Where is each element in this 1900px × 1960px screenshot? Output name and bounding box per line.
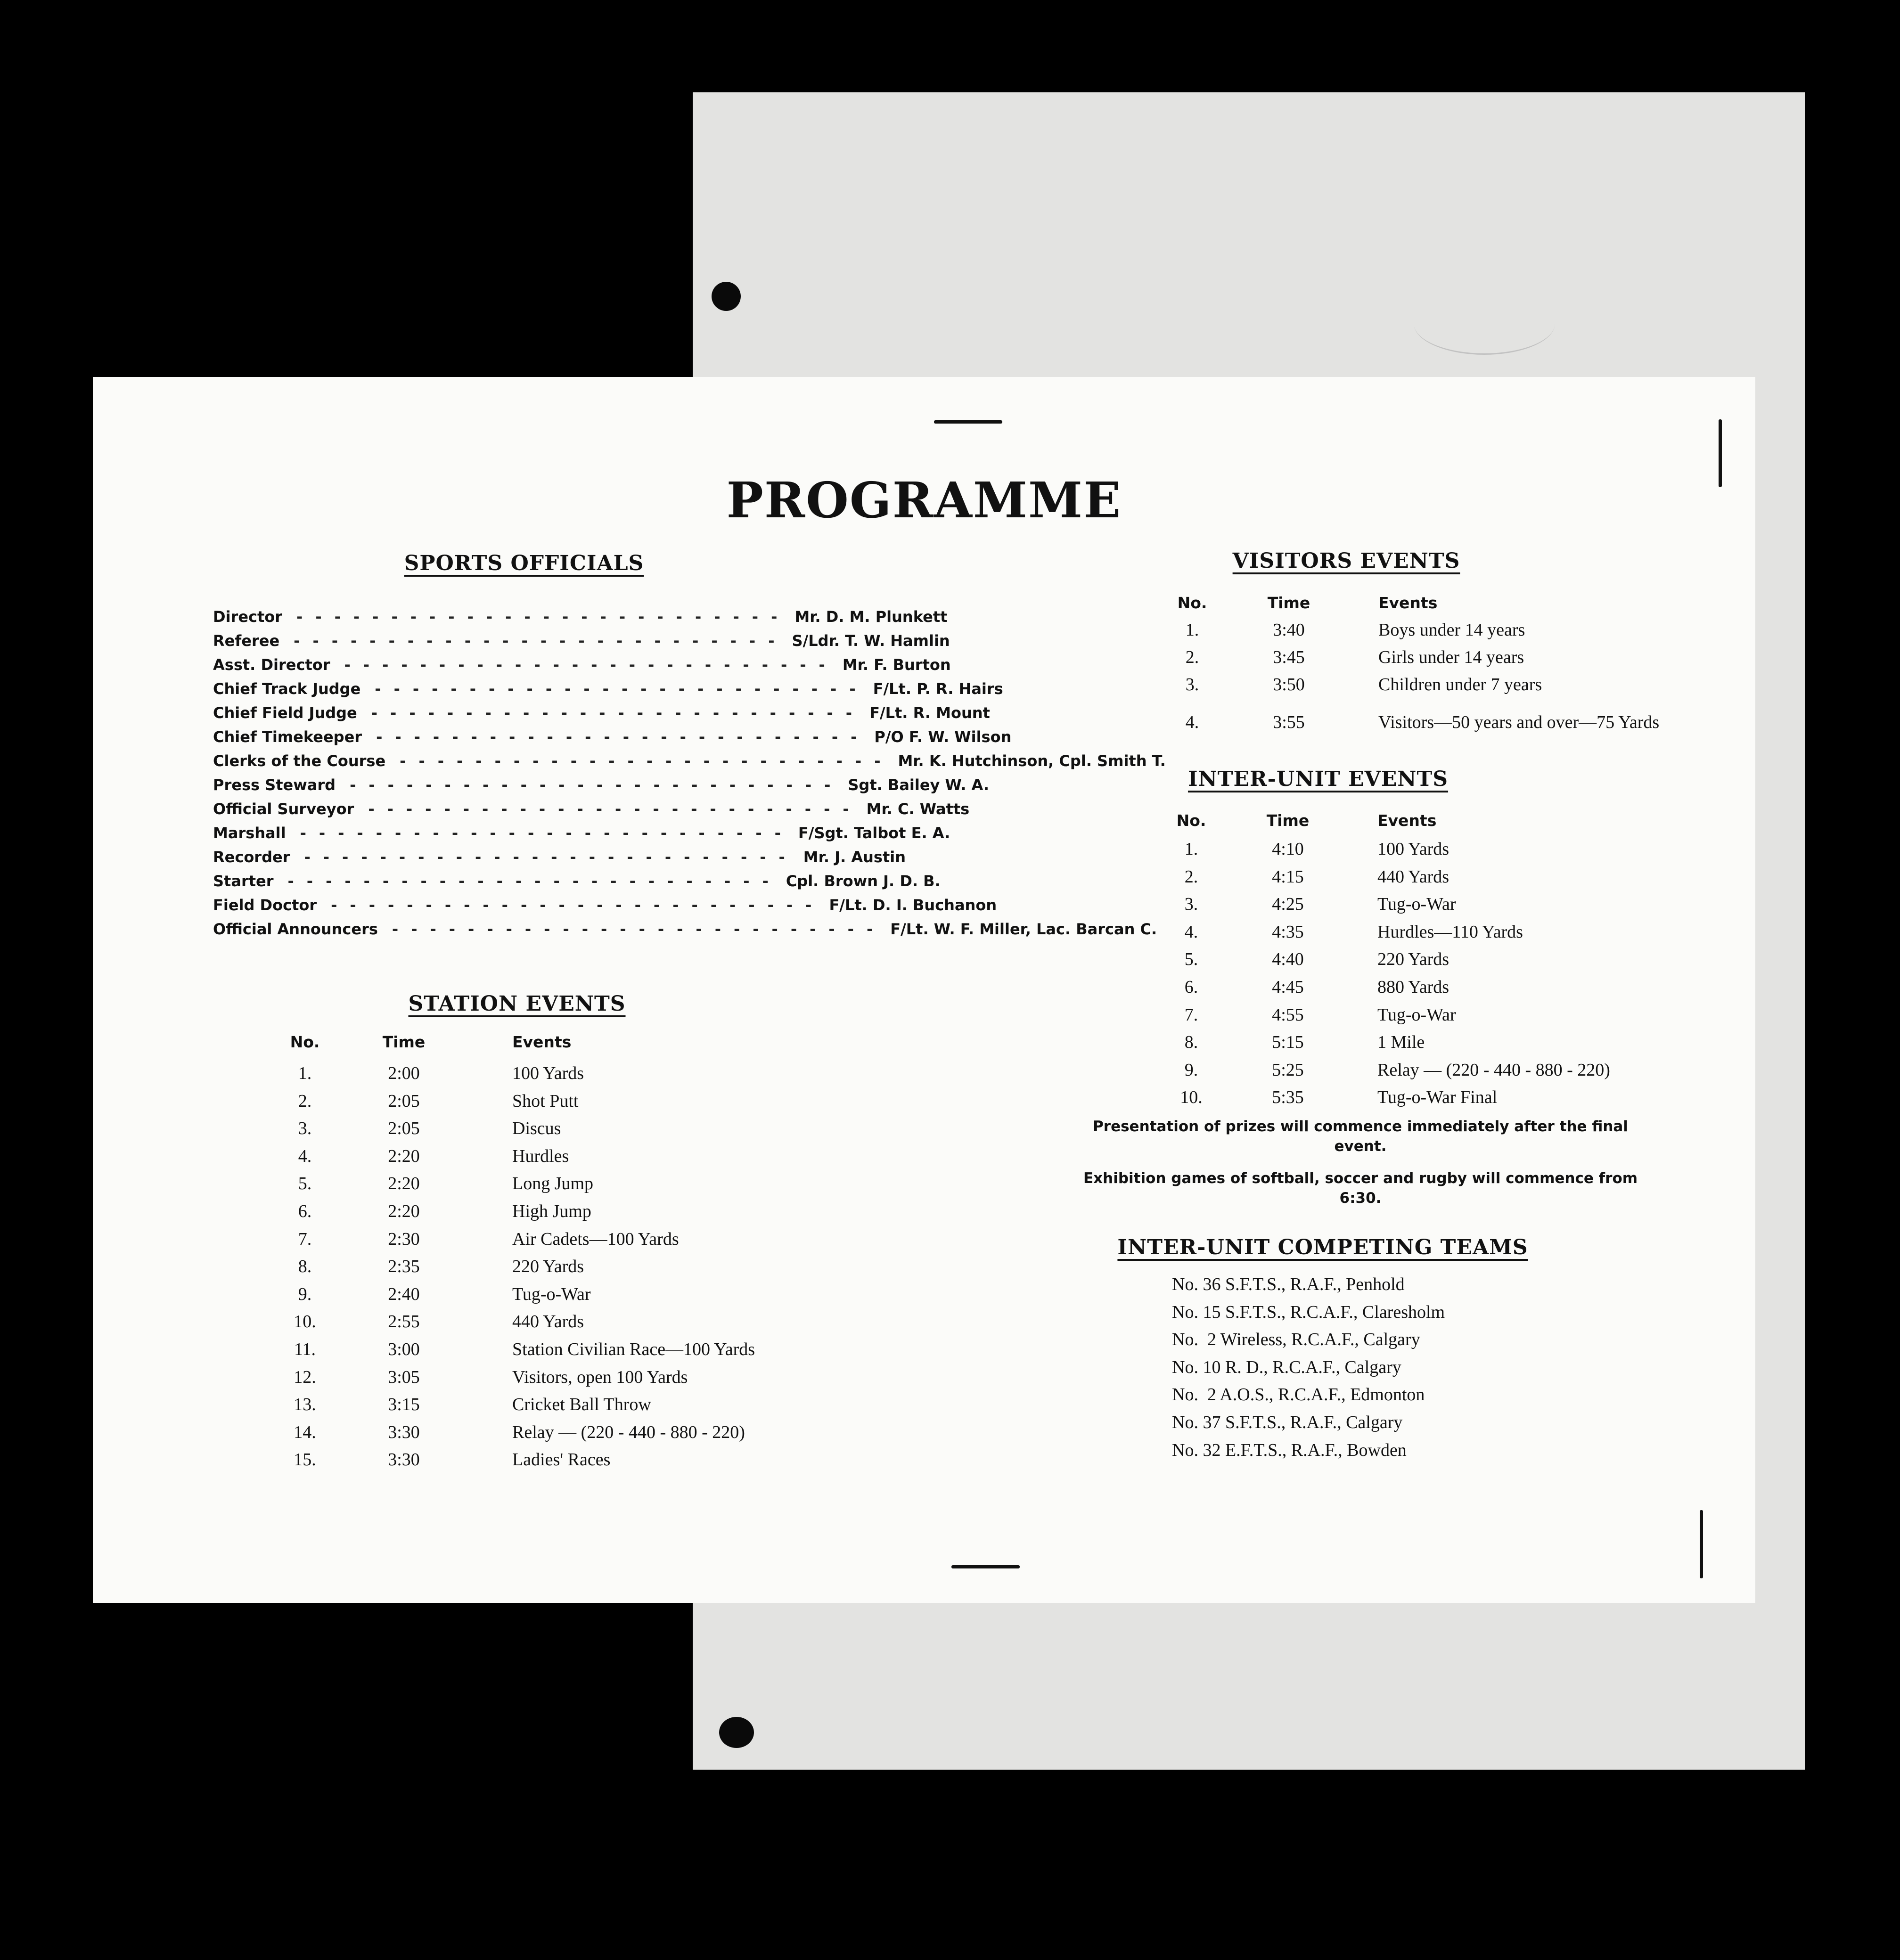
official-name: Mr. F. Burton bbox=[842, 656, 951, 674]
event-name: Air Cadets—100 Yards bbox=[512, 1229, 679, 1249]
edge-mark-right-bottom bbox=[1700, 1510, 1703, 1578]
event-number: 9. bbox=[1184, 1060, 1198, 1080]
leader-dots: -------------------------- bbox=[331, 896, 825, 914]
table-header bbox=[1156, 811, 1610, 839]
official-name: Mr. J. Austin bbox=[803, 848, 906, 866]
event-number: 4. bbox=[298, 1146, 312, 1166]
event-number: 11. bbox=[294, 1339, 316, 1359]
table-row bbox=[267, 1201, 755, 1229]
table-row bbox=[1156, 949, 1610, 977]
event-time: 3:05 bbox=[388, 1367, 420, 1387]
official-role: Official Surveyor bbox=[213, 800, 354, 818]
column-header-no: No. bbox=[1176, 811, 1206, 830]
page-title: PROGRAMME bbox=[726, 471, 1122, 529]
prizes-notice: Presentation of prizes will commence immediately after the final event. bbox=[1093, 1118, 1628, 1155]
table-row bbox=[267, 1394, 755, 1422]
visitors-events-table bbox=[1157, 594, 1659, 740]
table-row bbox=[1156, 894, 1610, 922]
event-number: 13. bbox=[294, 1395, 316, 1415]
official-name: Mr. K. Hutchinson, Cpl. Smith T. bbox=[898, 752, 1166, 770]
event-number: 2. bbox=[298, 1091, 312, 1111]
official-role: Chief Timekeeper bbox=[213, 728, 362, 746]
table-header bbox=[1157, 594, 1659, 620]
table-row bbox=[1157, 647, 1659, 674]
event-name: 440 Yards bbox=[512, 1312, 584, 1332]
official-name: F/Lt. P. R. Hairs bbox=[873, 680, 1003, 698]
team-row: No. 2 A.O.S., R.C.A.F., Edmonton bbox=[1172, 1385, 1425, 1405]
event-name: Ladies' Races bbox=[512, 1450, 611, 1470]
event-time: 2:05 bbox=[388, 1119, 420, 1139]
official-row bbox=[213, 800, 970, 824]
competing-teams-heading: INTER-UNIT COMPETING TEAMS bbox=[1117, 1235, 1528, 1259]
event-time: 4:45 bbox=[1272, 977, 1304, 997]
event-time: 2:05 bbox=[388, 1091, 420, 1111]
official-role: Recorder bbox=[213, 848, 290, 866]
official-role: Asst. Director bbox=[213, 656, 330, 674]
event-number: 5. bbox=[298, 1174, 312, 1194]
exhibition-notice: Exhibition games of softball, soccer and rugby will commence from 6:30. bbox=[1083, 1170, 1638, 1207]
event-time: 4:55 bbox=[1272, 1004, 1304, 1025]
competing-teams-list bbox=[1172, 1274, 1549, 1467]
official-name: S/Ldr. T. W. Hamlin bbox=[792, 632, 950, 650]
table-row bbox=[1156, 1032, 1610, 1060]
official-name: Mr. C. Watts bbox=[866, 800, 970, 818]
official-row bbox=[213, 920, 1157, 944]
table-row bbox=[267, 1229, 755, 1257]
official-row bbox=[213, 728, 1012, 752]
official-row bbox=[213, 776, 990, 800]
event-time: 3:40 bbox=[1273, 620, 1305, 640]
event-number: 8. bbox=[298, 1257, 312, 1277]
leader-dots: -------------------------- bbox=[344, 656, 838, 674]
official-row bbox=[213, 896, 997, 920]
column-header-no: No. bbox=[290, 1033, 320, 1051]
table-row bbox=[267, 1311, 755, 1339]
punch-hole bbox=[712, 282, 741, 311]
event-name: Visitors, open 100 Yards bbox=[512, 1367, 688, 1387]
team-row: No. 10 R. D., R.C.A.F., Calgary bbox=[1172, 1357, 1401, 1377]
event-name: 100 Yards bbox=[512, 1063, 584, 1083]
column-header-time: Time bbox=[1267, 594, 1310, 612]
event-time: 5:25 bbox=[1272, 1060, 1304, 1080]
event-name: 440 Yards bbox=[1377, 866, 1450, 887]
event-time: 4:10 bbox=[1272, 839, 1304, 859]
event-time: 4:35 bbox=[1272, 922, 1304, 942]
leader-dots: -------------------------- bbox=[294, 632, 787, 650]
event-number: 1. bbox=[298, 1063, 312, 1083]
event-name: Tug-o-War bbox=[1377, 894, 1456, 915]
fold-mark-top bbox=[934, 420, 1002, 424]
table-row bbox=[267, 1284, 755, 1312]
pencil-scrawl bbox=[1414, 292, 1555, 355]
leader-dots: -------------------------- bbox=[375, 680, 868, 698]
official-row bbox=[213, 608, 948, 632]
event-name: High Jump bbox=[512, 1201, 591, 1221]
event-number: 14. bbox=[294, 1422, 316, 1442]
event-name: Discus bbox=[512, 1119, 561, 1139]
table-row bbox=[267, 1367, 755, 1395]
table-row bbox=[1157, 620, 1659, 647]
team-row: No. 36 S.F.T.S., R.A.F., Penhold bbox=[1172, 1274, 1405, 1294]
event-name: 220 Yards bbox=[1377, 949, 1450, 970]
table-row bbox=[267, 1063, 755, 1091]
official-role: Director bbox=[213, 608, 283, 626]
column-header-time: Time bbox=[1266, 811, 1310, 830]
official-row bbox=[213, 752, 1166, 776]
event-time: 2:30 bbox=[388, 1229, 420, 1249]
sports-officials-heading: SPORTS OFFICIALS bbox=[404, 551, 644, 575]
leader-dots: -------------------------- bbox=[350, 776, 844, 794]
team-row: No. 37 S.F.T.S., R.A.F., Calgary bbox=[1172, 1412, 1403, 1432]
event-number: 3. bbox=[1185, 675, 1199, 694]
official-name: F/Lt. W. F. Miller, Lac. Barcan C. bbox=[890, 920, 1157, 938]
leader-dots: -------------------------- bbox=[296, 608, 790, 626]
official-role: Referee bbox=[213, 632, 280, 650]
event-name: Visitors—50 years and over—75 Yards bbox=[1378, 712, 1660, 732]
event-name: Cricket Ball Throw bbox=[512, 1395, 651, 1415]
event-number: 6. bbox=[1184, 977, 1198, 997]
official-row bbox=[213, 824, 950, 848]
event-number: 1. bbox=[1184, 839, 1198, 859]
table-row bbox=[267, 1256, 755, 1284]
event-number: 7. bbox=[298, 1229, 312, 1249]
event-time: 2:40 bbox=[388, 1284, 420, 1304]
table-row bbox=[267, 1091, 755, 1119]
event-time: 3:30 bbox=[388, 1450, 420, 1470]
station-events-heading: STATION EVENTS bbox=[408, 992, 626, 1016]
official-role: Marshall bbox=[213, 824, 286, 842]
column-header-events: Events bbox=[1377, 811, 1437, 830]
event-name: Tug-o-War bbox=[1377, 1004, 1456, 1025]
official-role: Official Announcers bbox=[213, 920, 378, 938]
event-name: Tug-o-War bbox=[512, 1284, 591, 1304]
event-number: 5. bbox=[1184, 949, 1198, 970]
table-row bbox=[1156, 866, 1610, 894]
inter-unit-events-heading: INTER-UNIT EVENTS bbox=[1188, 767, 1449, 791]
leader-dots: -------------------------- bbox=[287, 872, 781, 890]
official-name: Sgt. Bailey W. A. bbox=[848, 776, 990, 794]
event-name: Station Civilian Race—100 Yards bbox=[512, 1339, 755, 1359]
event-number: 3. bbox=[298, 1119, 312, 1139]
visitors-events-heading: VISITORS EVENTS bbox=[1232, 549, 1460, 573]
event-name: Long Jump bbox=[512, 1174, 594, 1194]
official-role: Starter bbox=[213, 872, 274, 890]
event-time: 2:35 bbox=[388, 1257, 420, 1277]
official-role: Press Steward bbox=[213, 776, 336, 794]
event-number: 10. bbox=[294, 1312, 316, 1332]
event-name: Girls under 14 years bbox=[1378, 647, 1524, 667]
event-number: 3. bbox=[1184, 894, 1198, 915]
fold-mark-bottom bbox=[951, 1565, 1020, 1568]
event-name: Children under 7 years bbox=[1378, 675, 1542, 694]
event-number: 6. bbox=[298, 1201, 312, 1221]
event-time: 5:15 bbox=[1272, 1032, 1304, 1053]
event-name: 100 Yards bbox=[1377, 839, 1450, 859]
official-row bbox=[213, 656, 951, 680]
team-row: No. 15 S.F.T.S., R.C.A.F., Claresholm bbox=[1172, 1302, 1445, 1322]
event-number: 15. bbox=[294, 1450, 316, 1470]
station-events-table bbox=[267, 1033, 755, 1477]
leader-dots: -------------------------- bbox=[392, 920, 886, 938]
event-number: 4. bbox=[1184, 922, 1198, 942]
event-number: 4. bbox=[1185, 712, 1199, 732]
event-number: 9. bbox=[298, 1284, 312, 1304]
column-header-events: Events bbox=[1378, 594, 1438, 612]
table-header bbox=[267, 1033, 755, 1063]
leader-dots: -------------------------- bbox=[304, 848, 798, 866]
event-time: 4:15 bbox=[1272, 866, 1304, 887]
event-time: 2:20 bbox=[388, 1174, 420, 1194]
event-time: 3:45 bbox=[1273, 647, 1305, 667]
event-time: 3:55 bbox=[1273, 712, 1305, 732]
table-row bbox=[1156, 1087, 1610, 1115]
event-number: 12. bbox=[294, 1367, 316, 1387]
event-number: 8. bbox=[1184, 1032, 1198, 1053]
official-row bbox=[213, 632, 950, 656]
official-name: F/Sgt. Talbot E. A. bbox=[798, 824, 950, 842]
table-row bbox=[267, 1146, 755, 1174]
column-header-time: Time bbox=[382, 1033, 426, 1051]
leader-dots: -------------------------- bbox=[371, 704, 865, 722]
table-row bbox=[267, 1173, 755, 1201]
official-row bbox=[213, 704, 990, 728]
event-name: Relay — (220 - 440 - 880 - 220) bbox=[512, 1422, 745, 1442]
event-time: 3:00 bbox=[388, 1339, 420, 1359]
official-row bbox=[213, 848, 906, 872]
event-time: 2:20 bbox=[388, 1146, 420, 1166]
event-time: 2:55 bbox=[388, 1312, 420, 1332]
official-name: Mr. D. M. Plunkett bbox=[794, 608, 948, 626]
event-number: 7. bbox=[1184, 1004, 1198, 1025]
event-number: 2. bbox=[1184, 866, 1198, 887]
table-row bbox=[267, 1339, 755, 1367]
event-name: Hurdles—110 Yards bbox=[1377, 922, 1523, 942]
event-name: 1 Mile bbox=[1377, 1032, 1425, 1053]
table-row bbox=[1156, 839, 1610, 866]
official-role: Clerks of the Course bbox=[213, 752, 386, 770]
event-name: Shot Putt bbox=[512, 1091, 579, 1111]
event-time: 4:25 bbox=[1272, 894, 1304, 915]
event-number: 1. bbox=[1185, 620, 1199, 640]
event-time: 2:00 bbox=[388, 1063, 420, 1083]
event-name: Tug-o-War Final bbox=[1377, 1087, 1498, 1108]
table-row bbox=[267, 1449, 755, 1477]
table-row bbox=[1156, 977, 1610, 1004]
event-time: 5:35 bbox=[1272, 1087, 1304, 1108]
officials-list bbox=[213, 608, 1166, 944]
table-row bbox=[1157, 712, 1659, 740]
official-role: Chief Field Judge bbox=[213, 704, 357, 722]
event-time: 3:30 bbox=[388, 1422, 420, 1442]
official-row bbox=[213, 872, 941, 896]
event-time: 3:15 bbox=[388, 1395, 420, 1415]
team-row: No. 2 Wireless, R.C.A.F., Calgary bbox=[1172, 1330, 1420, 1350]
leader-dots: -------------------------- bbox=[368, 800, 862, 818]
table-row bbox=[267, 1118, 755, 1146]
leader-dots: -------------------------- bbox=[300, 824, 794, 842]
leader-dots: -------------------------- bbox=[400, 752, 893, 770]
leader-dots: -------------------------- bbox=[376, 728, 870, 746]
table-row bbox=[1157, 674, 1659, 712]
official-role: Field Doctor bbox=[213, 896, 317, 914]
table-row bbox=[1156, 922, 1610, 949]
event-number: 10. bbox=[1180, 1087, 1203, 1108]
official-name: Cpl. Brown J. D. B. bbox=[786, 872, 941, 890]
event-time: 2:20 bbox=[388, 1201, 420, 1221]
column-header-no: No. bbox=[1177, 594, 1207, 612]
programme-sheet bbox=[93, 377, 1755, 1603]
inter-unit-events-table bbox=[1156, 811, 1610, 1115]
table-row bbox=[1156, 1004, 1610, 1032]
event-name: Hurdles bbox=[512, 1146, 569, 1166]
table-row bbox=[267, 1422, 755, 1450]
event-name: 880 Yards bbox=[1377, 977, 1450, 997]
official-role: Chief Track Judge bbox=[213, 680, 361, 698]
punch-hole bbox=[719, 1717, 754, 1748]
event-name: Boys under 14 years bbox=[1378, 620, 1525, 640]
official-name: P/O F. W. Wilson bbox=[874, 728, 1012, 746]
team-row: No. 32 E.F.T.S., R.A.F., Bowden bbox=[1172, 1440, 1407, 1460]
event-name: 220 Yards bbox=[512, 1257, 584, 1277]
official-name: F/Lt. D. I. Buchanon bbox=[829, 896, 997, 914]
event-number: 2. bbox=[1185, 647, 1199, 667]
official-name: F/Lt. R. Mount bbox=[869, 704, 990, 722]
event-time: 4:40 bbox=[1272, 949, 1304, 970]
table-row bbox=[1156, 1060, 1610, 1087]
column-header-events: Events bbox=[512, 1033, 572, 1051]
official-row bbox=[213, 680, 1003, 704]
event-name: Relay — (220 - 440 - 880 - 220) bbox=[1377, 1060, 1610, 1080]
event-time: 3:50 bbox=[1273, 675, 1305, 694]
